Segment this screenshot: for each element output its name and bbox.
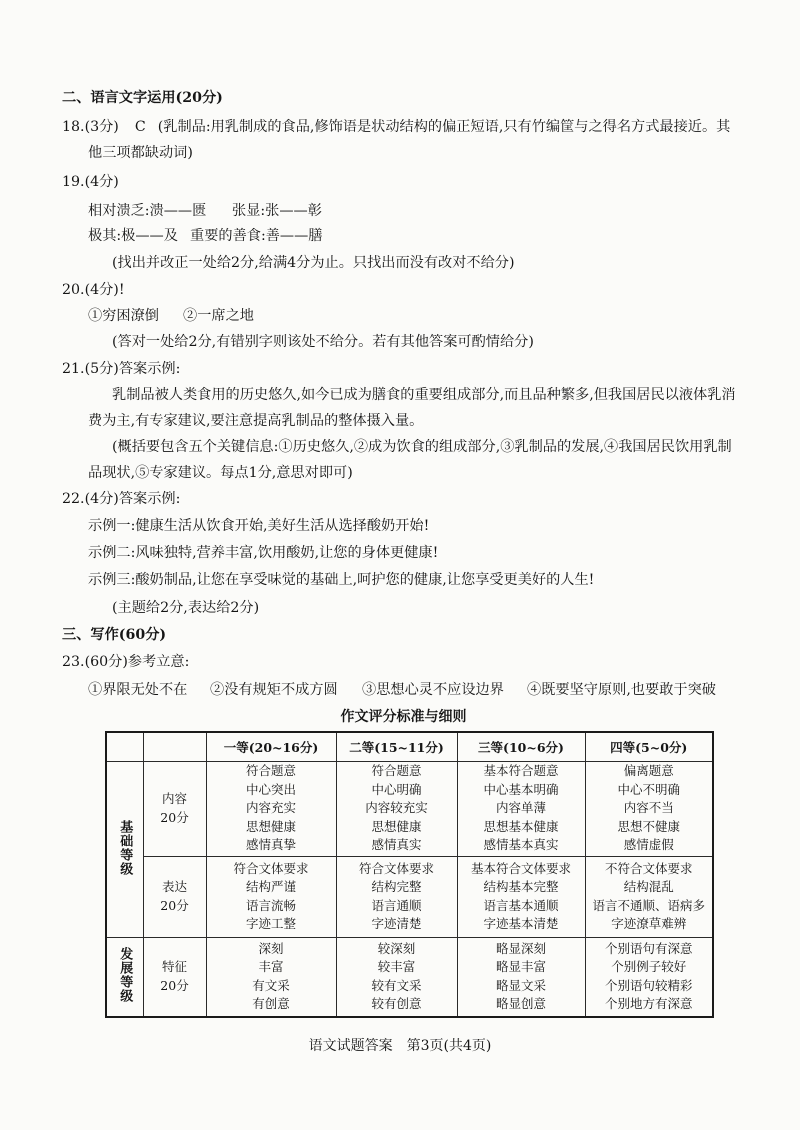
- grade-cell: [457, 937, 585, 1017]
- theme-idea: ②没有规矩不成方圆: [210, 682, 338, 698]
- descriptor: 符合文体要求: [233, 860, 309, 876]
- descriptor: 略显创意: [495, 996, 546, 1012]
- rubric-corner-cell: [106, 732, 143, 761]
- scoring-note: (主题给2分,表达给2分): [112, 600, 260, 616]
- criterion-points: 20分: [160, 977, 189, 993]
- descriptor: 有创意: [252, 996, 290, 1012]
- grade-header: 三等(10~6分): [457, 732, 585, 761]
- theme-idea: ①界限无处不在: [88, 682, 188, 698]
- group-cell-basic: [106, 761, 143, 937]
- question-number: 23.(60分)参考立意:: [62, 654, 190, 670]
- grade-cell: [206, 856, 336, 937]
- question-number: 18.(3分): [62, 119, 119, 135]
- descriptor: 有文采: [252, 977, 290, 993]
- descriptor: 略显深刻: [495, 940, 546, 956]
- grade-cell: [457, 856, 585, 937]
- explanation-text: 他三项都缺动词): [88, 145, 193, 161]
- descriptor: 较有文采: [371, 977, 422, 993]
- descriptor: 语言流畅: [245, 897, 296, 913]
- grade-header: 二等(15~11分): [336, 732, 457, 761]
- descriptor: 中心基本明确: [483, 781, 559, 797]
- descriptor: 思想健康: [245, 818, 296, 834]
- rubric-row-features: [106, 937, 713, 1017]
- grade-cell: [336, 761, 457, 856]
- grade-cell: [336, 937, 457, 1017]
- criterion-cell: [143, 937, 206, 1017]
- descriptor: 个别例子较好: [611, 959, 687, 975]
- grade-cell: [457, 761, 585, 856]
- descriptor: 符合题意: [371, 763, 422, 779]
- descriptor: 字迹工整: [245, 916, 296, 931]
- descriptor: 略显文采: [495, 977, 546, 993]
- descriptor: 思想不健康: [617, 818, 680, 834]
- question-number: 22.(4分)答案示例:: [62, 491, 181, 507]
- correction-item: 极其:极——及: [88, 228, 178, 244]
- explanation-text: (乳制品:用乳制成的食品,修饰语是状动结构的偏正短语,只有竹编筐与之得名方式最接近。其: [157, 119, 731, 135]
- section-heading-writing: 三、写作(60分): [62, 627, 167, 643]
- descriptor: 字迹清楚: [371, 916, 422, 931]
- sample-answer-text: 乳制品被人类食用的历史悠久,如今已成为膳食的重要组成部分,而且品种繁多,但我国居民以液体乳消: [112, 387, 736, 403]
- descriptor: 偏离题意: [623, 763, 674, 779]
- rubric-corner-cell: [143, 732, 206, 761]
- group-label: 基础等级: [117, 819, 133, 876]
- descriptor: 中心突出: [245, 781, 296, 797]
- theme-idea: ④既要坚守原则,也要敢于突破: [527, 682, 716, 698]
- criterion-name: 特征: [161, 959, 187, 975]
- sample-answer-text: 示例一:健康生活从饮食开始,美好生活从选择酸奶开始!: [88, 518, 430, 534]
- correction-item: 张显:张——彰: [232, 203, 322, 219]
- section-heading-language: 二、语言文字运用(20分): [62, 90, 223, 106]
- descriptor: 略显丰富: [495, 959, 546, 975]
- descriptor: 较深刻: [377, 940, 416, 956]
- rubric-header-row: [106, 732, 713, 761]
- grade-cell: [206, 761, 336, 856]
- descriptor: 结构完整: [371, 879, 422, 894]
- scoring-note: (找出并改正一处给2分,给满4分为止。只找出而没有改对不给分): [112, 255, 515, 271]
- descriptor: 内容充实: [245, 800, 296, 816]
- criterion-name: 表达: [161, 879, 187, 894]
- descriptor: 中心明确: [371, 781, 422, 797]
- descriptor: 不符合文体要求: [604, 860, 693, 876]
- descriptor: 结构基本完整: [483, 879, 559, 894]
- descriptor: 感情基本真实: [483, 837, 559, 853]
- descriptor: 个别语句较精彩: [604, 977, 693, 993]
- question-number: 20.(4分)!: [62, 282, 125, 298]
- descriptor: 基本符合文体要求: [470, 860, 571, 876]
- page-footer: [0, 1036, 800, 1056]
- descriptor: 符合文体要求: [358, 860, 434, 876]
- descriptor: 感情真实: [371, 837, 422, 853]
- descriptor: 字迹基本清楚: [483, 916, 559, 931]
- descriptor: 基本符合题意: [483, 763, 559, 779]
- descriptor: 较有创意: [371, 996, 422, 1012]
- descriptor: 感情虚假: [623, 837, 674, 853]
- group-label: 发展等级: [117, 947, 133, 1004]
- grade-header: 四等(5~0分): [585, 732, 713, 761]
- descriptor: 丰富: [258, 959, 284, 975]
- criterion-cell: [143, 761, 206, 856]
- grade-cell: [585, 856, 713, 937]
- descriptor: 符合题意: [245, 763, 296, 779]
- essay-rubric-table: [105, 731, 714, 1018]
- correction-item: 重要的善食:善——膳: [190, 228, 323, 244]
- scoring-note: (答对一处给2分,有错别字则该处不给分。若有其他答案可酌情给分): [112, 334, 534, 350]
- criterion-points: 20分: [160, 897, 189, 913]
- scoring-note: (概括要包含五个关键信息:①历史悠久,②成为饮食的组成部分,③乳制品的发展,④我国居民饮用乳制: [112, 439, 732, 455]
- descriptor: 语言不通顺、语病多: [592, 897, 705, 913]
- question-18: [62, 117, 730, 137]
- descriptor: 语言基本通顺: [483, 897, 559, 913]
- answer-item: ①穷困潦倒: [88, 308, 159, 324]
- descriptor: 语言通顺: [371, 897, 422, 913]
- rubric-row-content: [106, 761, 713, 856]
- descriptor: 较丰富: [377, 959, 416, 975]
- descriptor: 个别语句有深意: [604, 940, 693, 956]
- rubric-row-expression: [106, 856, 713, 937]
- group-cell-development: [106, 937, 143, 1017]
- question-number: 19.(4分): [62, 174, 119, 190]
- descriptor: 中心不明确: [617, 781, 680, 797]
- grade-cell: [585, 937, 713, 1017]
- descriptor: 内容较充实: [365, 800, 428, 816]
- criterion-name: 内容: [161, 791, 187, 806]
- descriptor: 思想健康: [371, 818, 422, 834]
- descriptor: 结构混乱: [623, 879, 674, 894]
- descriptor: 感情真挚: [245, 837, 296, 853]
- theme-idea: ③思想心灵不应设边界: [362, 682, 504, 698]
- sample-answer-text: 费为主,有专家建议,要注意提高乳制品的整体摄入量。: [88, 413, 424, 429]
- answer-item: ②一席之地: [183, 308, 254, 324]
- footer-page-number: 第3页(共4页): [406, 1038, 492, 1054]
- descriptor: 个别地方有深意: [604, 996, 693, 1012]
- grade-cell: [206, 937, 336, 1017]
- descriptor: 内容不当: [623, 800, 674, 816]
- grade-cell: [336, 856, 457, 937]
- descriptor: 字迹潦草难辨: [611, 916, 687, 931]
- criterion-points: 20分: [160, 809, 189, 825]
- rubric-title: 作文评分标准与细则: [340, 709, 467, 725]
- descriptor: 深刻: [258, 940, 284, 956]
- grade-cell: [585, 761, 713, 856]
- sample-answer-text: 示例二:风味独特,营养丰富,饮用酸奶,让您的身体更健康!: [88, 545, 439, 561]
- sample-answer-text: 示例三:酸奶制品,让您在享受味觉的基础上,呵护您的健康,让您享受更美好的人生!: [88, 572, 595, 588]
- descriptor: 结构严谨: [245, 879, 296, 894]
- question-number: 21.(5分)答案示例:: [62, 361, 181, 377]
- descriptor: 思想基本健康: [483, 818, 559, 834]
- grade-header: 一等(20~16分): [206, 732, 336, 761]
- answer-choice: C: [134, 119, 146, 135]
- correction-item: 相对溃乏:溃——匮: [88, 203, 207, 219]
- descriptor: 内容单薄: [495, 800, 546, 816]
- footer-subject: 语文试题答案: [308, 1038, 393, 1054]
- scoring-note: 品现状,⑤专家建议。每点1分,意思对即可): [88, 465, 353, 481]
- criterion-cell: [143, 856, 206, 937]
